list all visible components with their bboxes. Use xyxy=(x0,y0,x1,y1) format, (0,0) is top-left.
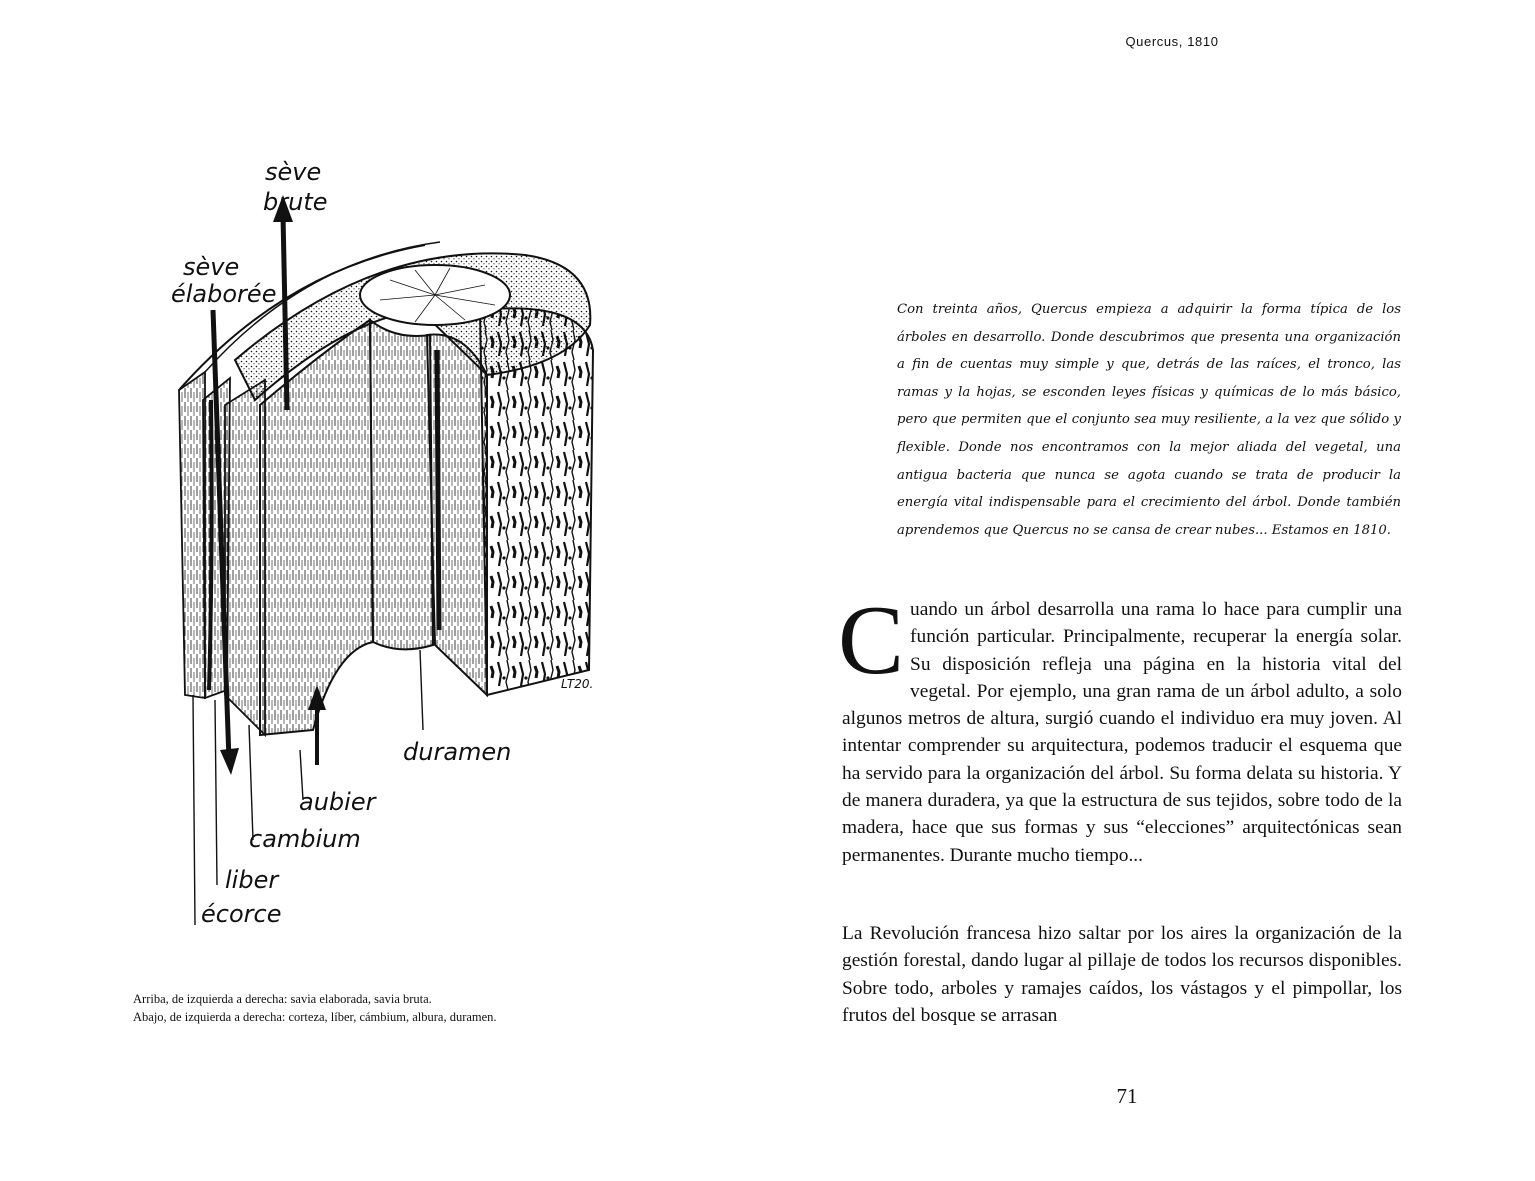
chapter-abstract: Con treinta años, Quercus empieza a adquirir la forma típica de los árboles en desarrollo. Donde descubrimos que presenta una organización a fin de cuentas muy simple y que, detrás de las raíces, el tronco, las ramas y la hojas, se esconden leyes físicas y químicas de lo más básico, pero que permiten que el conjunto sea muy resiliente, a la vez que sólido y flexible. Donde nos encontramos con la mejor aliada del vegetal, una antigua bacteria que nunca se agota cuando se trata de producir la energía vital indispensable para el crecimiento del árbol. Donde también aprendemos que Quercus no se cansa de crear nubes... Estamos en 1810. xyxy=(897,302,1401,538)
page-number: 71 xyxy=(1116,1084,1138,1108)
caption-line-1: Arriba, de izquierda a derecha: savia elaborada, savia bruta. xyxy=(133,992,432,1006)
illustration-signature: LT20. xyxy=(561,677,594,691)
paragraph-1-text: uando un árbol desarrolla una rama lo hace para cumplir una función particular. Principalmente, recuperar la energía solar. Su disposición refleja una página en la historia vital del vegetal. Por ejemplo, una gran rama de un árbol adulto, a solo algunos metros de altura, surgió cuando el individuo era muy joven. Al intentar comprender su arquitectura, podemos traducir el esquema que ha servido para la organización del árbol. Su forma delata su historia. Y de manera duradera, ya que la estructura de sus tejidos, sobre todo de la madera, hace que sus formas y sus “elecciones” arquitectónicas sean permanentes. Durante mucho tiempo... xyxy=(842,599,1402,866)
label-seve-elaboree-2: élaborée xyxy=(171,280,277,308)
label-ecorce: écorce xyxy=(201,900,282,928)
drop-cap: C xyxy=(838,586,905,695)
label-aubier: aubier xyxy=(299,788,376,816)
cambium-slab xyxy=(225,380,265,735)
left-page xyxy=(0,0,767,1181)
label-seve-brute-1: sève xyxy=(265,158,322,186)
label-duramen: duramen xyxy=(403,738,512,766)
running-head: Quercus, 1810 xyxy=(1125,34,1219,49)
wood-anatomy-illustration xyxy=(165,150,594,940)
figure-caption xyxy=(133,990,693,1026)
body-paragraph-2: La Revolución francesa hizo saltar por los aires la organización de la gestión forestal, dando lugar al pillaje de todos los recursos disponibles. Sobre todo, arboles y ramajes caídos, los vástagos y el pimpollar, los frutos del bosque se arrasan xyxy=(842,923,1402,1026)
right-page xyxy=(767,0,1535,1181)
label-seve-brute-2: brute xyxy=(263,188,328,216)
label-cambium: cambium xyxy=(249,825,361,853)
label-seve-elaboree-1: sève xyxy=(183,253,240,281)
caption-line-2: Abajo, de izquierda a derecha: corteza, líber, cámbium, albura, duramen. xyxy=(133,1010,497,1024)
body-paragraph-1 xyxy=(838,586,1402,869)
bark-slab xyxy=(179,372,205,698)
raw-sap-arrow xyxy=(283,215,287,410)
label-liber: liber xyxy=(225,866,279,894)
heartwood-column xyxy=(370,320,433,649)
